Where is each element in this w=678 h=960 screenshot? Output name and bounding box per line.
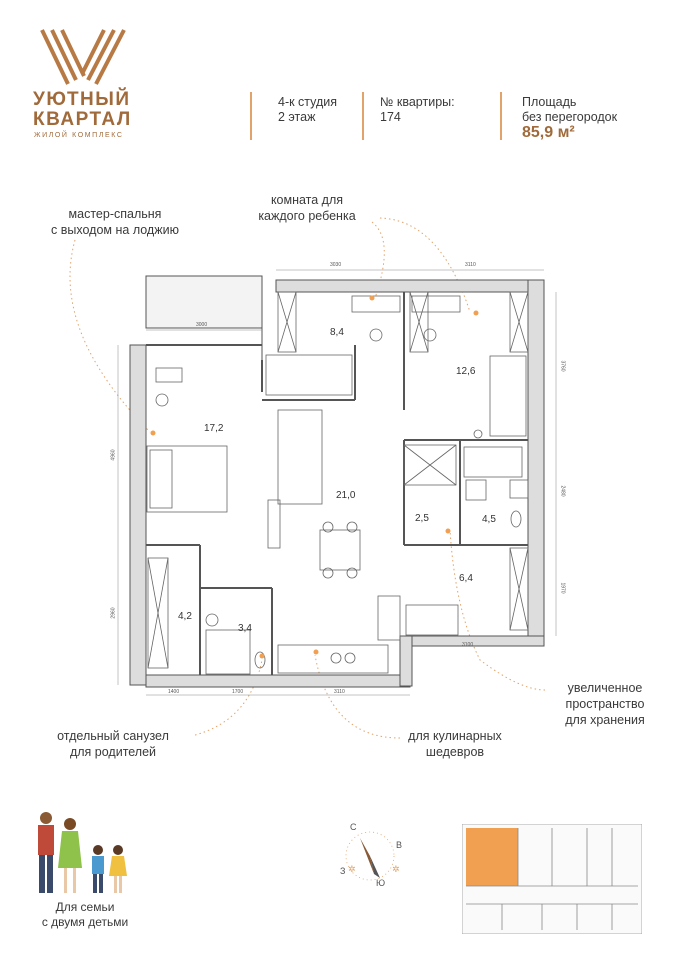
callout-line: отдельный санузел — [57, 729, 169, 743]
room-area-kids-room-2: 12,6 — [456, 366, 476, 377]
callout-line: каждого ребенка — [258, 209, 356, 223]
family-caption-line: с двумя детьми — [41, 915, 129, 929]
dimension-label: 1970 — [559, 582, 566, 594]
dimension-label: 4960 — [110, 449, 117, 461]
callout-line: комната для — [270, 193, 344, 207]
svg-text:✲: ✲ — [392, 864, 400, 874]
callout-line: для хранения — [565, 713, 645, 727]
room-area-parents-bathroom: 3,4 — [238, 623, 252, 634]
compass-north: С — [350, 822, 357, 832]
callout-line: с выходом на лоджию — [51, 223, 179, 237]
callout-line: мастер-спальня — [68, 207, 162, 221]
apartment-number-label: № квартиры: — [380, 95, 455, 109]
dimension-label: 3100 — [462, 642, 474, 648]
room-area-storage: 2,5 — [415, 513, 429, 524]
room-area-dressing: 4,2 — [178, 611, 192, 622]
svg-text:✲: ✲ — [348, 864, 356, 874]
room-area-bathroom: 4,5 — [482, 514, 496, 525]
room-area-living-kitchen: 21,0 — [336, 490, 356, 501]
callout-line: шедевров — [425, 745, 485, 759]
callout-line: для родителей — [69, 745, 157, 759]
brand-name-line2: КВАРТАЛ — [33, 109, 132, 130]
apartment-number: 174 — [380, 110, 401, 124]
dimension-label: 3000 — [196, 322, 208, 328]
dimension-label: 2960 — [110, 607, 117, 619]
callout-line: увеличенное — [567, 681, 643, 695]
apartment-floor: 2 этаж — [278, 110, 316, 124]
callout-line: для кулинарных — [408, 729, 502, 743]
floor-key-plan — [462, 824, 642, 934]
family-caption-line: Для семьи — [55, 900, 115, 914]
area-value: 85,9 м² — [522, 124, 575, 141]
room-area-master-bedroom: 17,2 — [204, 423, 224, 434]
brand-subtitle: ЖИЛОЙ КОМПЛЕКС — [34, 132, 124, 139]
room-area-kids-room-1: 8,4 — [330, 327, 344, 338]
dimension-label: 3760 — [559, 360, 566, 372]
dimension-label: 2480 — [559, 485, 566, 497]
dimension-label: 1400 — [168, 689, 180, 695]
compass-west: З — [340, 866, 346, 876]
apartment-type: 4-к студия — [278, 95, 338, 109]
brand-name-line1: УЮТНЫЙ — [33, 89, 131, 110]
room-area-hallway: 6,4 — [459, 573, 473, 584]
area-label-2: без перегородок — [522, 110, 618, 124]
dimension-label: 1700 — [232, 689, 244, 695]
family-caption — [10, 900, 160, 930]
dimension-label: 3030 — [330, 262, 342, 268]
area-label-1: Площадь — [522, 95, 577, 109]
dimension-label: 3110 — [334, 689, 345, 695]
family-illustration — [28, 808, 138, 900]
compass-east: В — [396, 840, 403, 850]
dimension-label: 3110 — [465, 262, 476, 268]
compass-south: Ю — [376, 878, 386, 888]
compass-icon — [330, 820, 410, 890]
callout-line: пространство — [565, 697, 645, 711]
